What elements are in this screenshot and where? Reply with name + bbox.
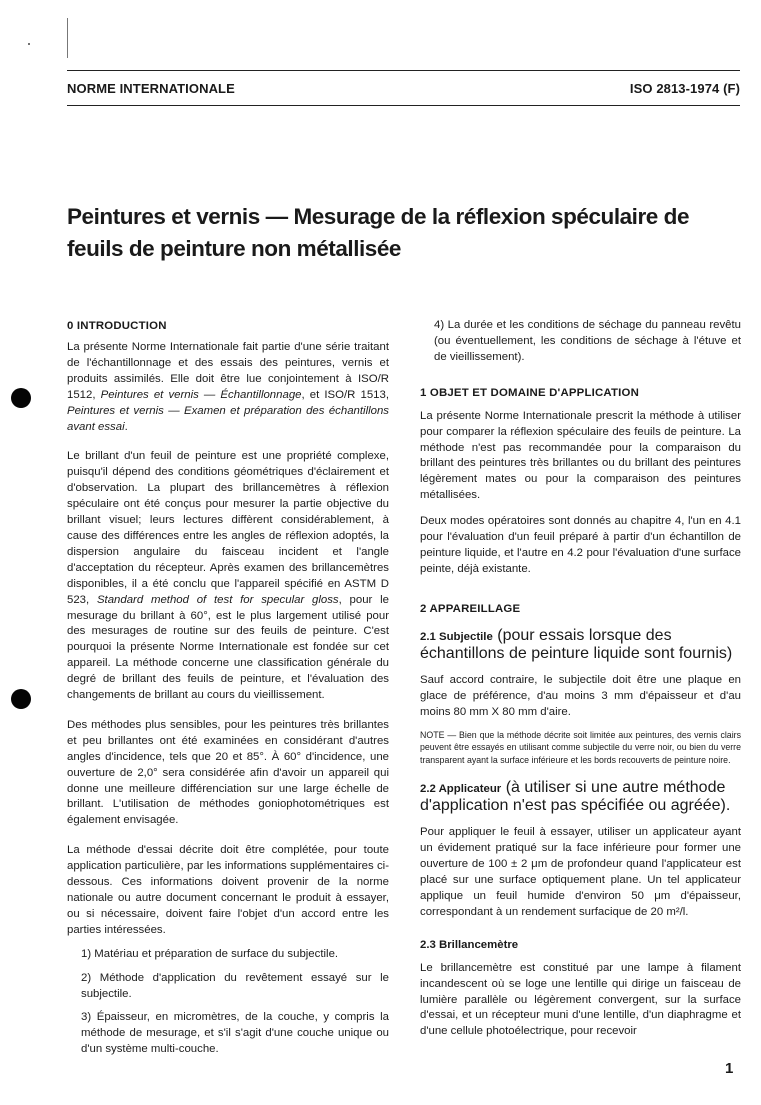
header-standard-number: ISO 2813-1974 (F) — [629, 80, 740, 96]
intro-paragraph-3: Des méthodes plus sensibles, pour les peintures très brillantes et peu brillantes ont été examinées en considérant d'autres angles d'incidence, tels que 20 et 85°. À 60° d'incidence, une ouverture de 2,0° sera considérée afin d'avoir un appareil qui donne une meilleure différenciation sur une large échelle de brillant. L'utilisation de méthodes goniophotométriques est également envisagée. — [67, 718, 389, 827]
subsection-2-1-heading: 2.1 Subjectile — [420, 630, 493, 643]
intro-paragraph-4: La méthode d'essai décrite doit être complétée, pour toute application particulière, par les informations supplémentaires ci-dessous. Ces informations doivent provenir de la norme nationale ou autre document concernant le produit à essayer, ou si nécessaire, doivent faire l'objet d'un accord entre les parties intéressées. — [67, 844, 389, 936]
document-title: Peintures et vernis — Mesurage de la réflexion spéculaire de feuils de peinture non métallisée — [67, 204, 690, 261]
scope-paragraph-2: Deux modes opératoires sont donnés au chapitre 4, l'un en 4.1 pour l'évaluation d'un feuil préparé à partir d'un échantillon de peinture liquide, et l'autre en 4.2 pour l'évaluation d'une surface peinte, déjà existante. — [420, 515, 741, 575]
section-2-heading: 2 APPAREILLAGE — [420, 602, 521, 615]
right-column: 4) La durée et les conditions de séchage du panneau revêtu (ou éventuellement, les conditions de séchage à l'étuve et de vieillissement). 1 OBJET ET DOMAINE D'APPLICATION La présente Norme Internationale prescrit la méthode à utiliser pour comparer la réflexion spéculaire des feuils de peinture. La méthode n'est pas recommandée pour la comparaison du brillant des peintures très brillantes ou du brillant des peintures légèrement mates ou pour la comparaison des peintures métallisées. Deux modes opératoires sont donnés au chapitre 4, l'un en 4.1 pour l'évaluation d'un feuil préparé à partir d'un échantillon de peinture liquide, et l'autre en 4.2 pour l'évaluation d'une surface peinte, déjà existante. 2 APPAREILLAGE 2.1 Subjectile (pour essais lorsque des échantillons de peinture liquide sont fournis) Sauf accord contraire, le subjectile doit être une plaque en glace de préférence, d'au moins 3 mm d'épaisseur et d'au moins 80 mm X 80 mm d'aire. NOTE — Bien que la méthode décrite soit limitée aux peintures, des vernis clairs peuvent être essayés en utilisant comme subjectile du verre noir, ou bien du verre transparent ayant la surface inférieure et les bords recouverts de peinture noire. 2.2 Applicateur (à utiliser si une autre méthode d'application n'est pas spécifiée ou agréée). Pour appliquer le feuil à essayer, utiliser un applicateur ayant un évidement pratiqué sur la face inférieure pour former une ouverture de 100 ± 2 μm de profondeur quand l'applicateur est placé sur une surface optiquement plane. Un tel applicateur applique un feuil humide d'environ 50 μm d'épaisseur, correspondant à un rendement surfacique de 20 m²/l. 2.3 Brillancemètre Le brillancemètre est constitué par une lampe à filament incandescent où se loge une lentille qui dirige un faisceau de lumière parallèle ou légèrement convergent, sur la surface d'essai, et un récepteur muni d'une lentille, d'un diaphragme et d'une cellule photoélectrique, pour recevoir — [420, 318, 741, 1040]
subsection-2-2-paragraph: Pour appliquer le feuil à essayer, utiliser un applicateur ayant un évidement pratiqué sur la face inférieure pour former une ouverture de 100 ± 2 μm de profondeur quand l'applicateur est placé sur une surface optiquement plane. Un tel applicateur applique un feuil humide d'environ 50 μm d'épaisseur, correspondant à un rendement surfacique de 20 m²/l. — [420, 826, 741, 918]
binding-line — [67, 18, 68, 58]
punch-hole-bottom — [11, 689, 31, 709]
note-paragraph: NOTE — Bien que la méthode décrite soit limitée aux peintures, des vernis clairs peuvent être essayés en utilisant comme subjectile du verre noir, ou bien du verre transparent ayant la surface inférieure et les bords recouverts de peinture noire. — [420, 729, 741, 765]
subsection-2-3-heading: 2.3 Brillancemètre — [420, 938, 519, 951]
page-number: 1 — [725, 1060, 734, 1077]
info-list-item-4: 4) La durée et les conditions de séchage du panneau revêtu (ou éventuellement, les conditions de séchage à l'étuve et de vieillissement). — [434, 319, 741, 363]
info-list-item-3: 3) Épaisseur, en micromètres, de la couche, y compris la méthode de mesurage, et s'il s'agit d'une couche unique ou d'un système multi-couche. — [81, 1011, 389, 1056]
subsection-2-1-paragraph: Sauf accord contraire, le subjectile doit être une plaque en glace de préférence, d'au moins 3 mm d'épaisseur et d'au moins 80 mm X 80 mm d'aire. — [420, 673, 741, 718]
section-1-heading: 1 OBJET ET DOMAINE D'APPLICATION — [420, 386, 640, 399]
subsection-2-2-heading: 2.2 Applicateur — [420, 783, 502, 796]
header-standard-type: NORME INTERNATIONALE — [67, 80, 235, 96]
info-list-item-1: 1) Matériau et préparation de surface du subjectile. — [81, 947, 339, 960]
intro-paragraph-2: Le brillant d'un feuil de peinture est une propriété complexe, puisqu'il dépend des conditions géométriques d'éclairement et d'observation. La plupart des brillancemètres à réflexion spéculaire ont été conçus pour mesurer la partie objective du brillant visuel; leurs lectures diffèrent considérablement, à cause des différences entre les angles de réflexion adoptés, la dispersion angulaire du faisceau incident et l'angle d'acceptation du récepteur. Après examen des brillancemètres disponibles, il a été conclu que l'appareil spécifié en ASTM D 523, Standard method of test for specular gloss, pour le mesurage du brillant à 60°, est le plus largement utilisé pour des mesurages de routine sur des feuils de peinture. C'est pourquoi la présente Norme Internationale est fondée sur cet appareil. La méthode concerne une classification générale du degré de brillant des feuils de peinture, et l'évaluation des changements de brillant au cours du vieillissement. — [67, 450, 389, 702]
page-header — [67, 70, 740, 106]
punch-hole-top — [11, 388, 31, 408]
scan-speck — [28, 43, 30, 45]
intro-paragraph-1: La présente Norme Internationale fait partie d'une série traitant de l'échantillonnage et des essais des peintures, vernis et produits assimilés. Elle doit être lue conjointement à ISO/R 1512, Peintures et vernis — Échantillonnage, et ISO/R 1513, Peintures et vernis — Examen et préparation des échantillons avant essai. — [67, 341, 389, 433]
left-column — [67, 318, 389, 1058]
section-0-heading: 0 INTRODUCTION — [67, 320, 167, 332]
info-list-item-2: 2) Méthode d'application du revêtement essayé sur le subjectile. — [81, 971, 389, 1000]
scope-paragraph-1: La présente Norme Internationale prescrit la méthode à utiliser pour comparer la réflexion spéculaire des feuils de peinture. La méthode n'est pas recommandée pour la comparaison du brillant des peintures très brillantes ou du brillant des peintures légèrement mates ou pour la comparaison des peintures métallisées. — [420, 409, 741, 502]
subsection-2-3-paragraph: Le brillancemètre est constitué par une lampe à filament incandescent où se loge une lentille qui dirige un faisceau de lumière parallèle ou légèrement convergent, sur la surface d'essai, et un récepteur muni d'une lentille, d'un diaphragme et d'une cellule photoélectrique, pour recevoir — [420, 961, 741, 1038]
